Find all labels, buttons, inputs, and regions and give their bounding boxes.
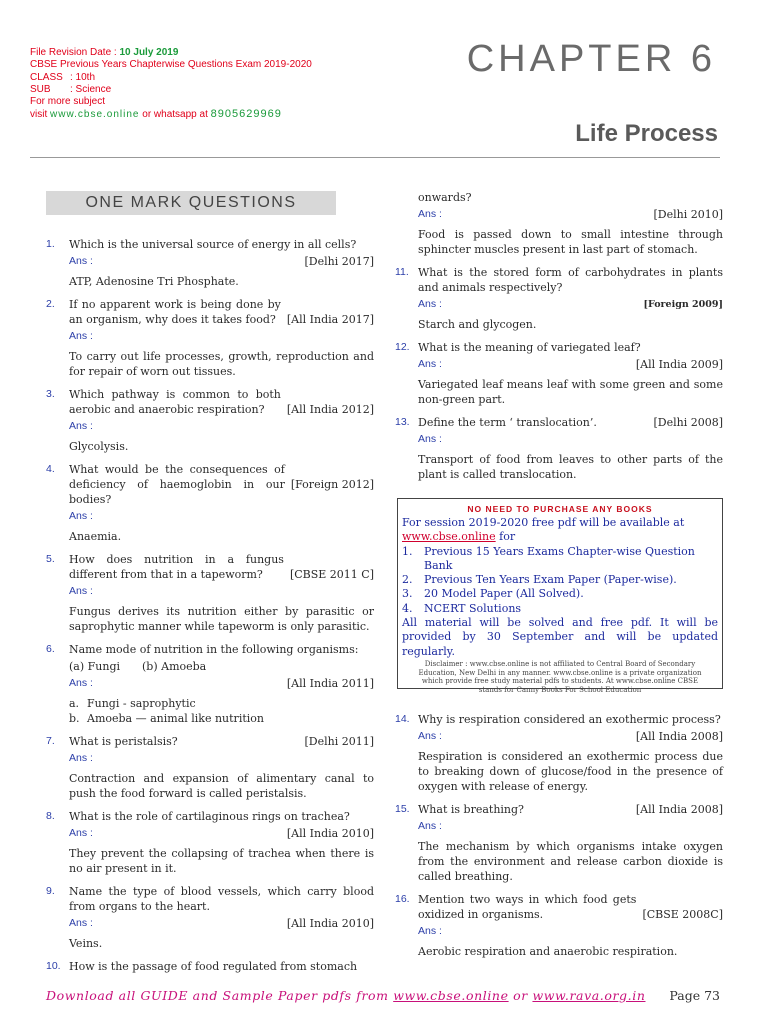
answer-text: They prevent the collapsing of trachea when there is no air present in it. — [69, 847, 374, 875]
promo-item-text: Previous Ten Years Exam Paper (Paper-wise). — [424, 573, 677, 587]
subject-value: : Science — [70, 83, 112, 95]
answer-label-row — [69, 826, 374, 841]
answer-item-marker: a. — [69, 697, 80, 710]
question-options — [69, 659, 374, 674]
question-body: If no apparent work is being done by an organism, why does it takes food? — [69, 298, 281, 326]
answer-item-marker: b. — [69, 712, 80, 725]
question-text — [418, 802, 723, 817]
question-text: How is the passage of food regulated from stomach — [69, 960, 358, 973]
footer-download-line — [46, 988, 645, 1003]
question-source: [All India 2009] — [635, 358, 723, 371]
question-9 — [46, 884, 374, 951]
answer-text: Variegated leaf means leaf with some green and some non-green part. — [418, 378, 723, 406]
option-b: (b) Amoeba — [142, 660, 207, 673]
question-number: 10. — [46, 960, 61, 972]
subject-label: SUB — [30, 83, 51, 95]
answer-label: Ans : — [69, 510, 93, 522]
question-text-continued: onwards? — [418, 191, 472, 204]
left-column — [46, 191, 374, 982]
answer-label: Ans : — [69, 420, 93, 432]
question-text: What is the meaning of variegated leaf? — [418, 341, 641, 354]
answer-label: Ans : — [69, 827, 93, 839]
promo-item-text: Previous 15 Years Exams Chapter-wise Question Bank — [424, 544, 695, 572]
answer-label: Ans : — [69, 585, 93, 597]
answer-label: Ans : — [418, 208, 442, 220]
question-body: How does nutrition in a fungus different from that in a tapeworm? — [69, 553, 284, 581]
question-number: 12. — [395, 341, 410, 353]
question-13 — [395, 415, 723, 482]
answer-label-row — [418, 729, 723, 744]
answer-label-row — [69, 916, 374, 931]
question-number: 16. — [395, 893, 410, 905]
topic-title: Life Process — [575, 120, 718, 147]
answer-text: Transport of food from leaves to other parts of the plant is called translocation. — [418, 453, 723, 481]
revision-line — [30, 47, 312, 59]
answer-label: Ans : — [69, 677, 93, 689]
answer-item-text: Amoeba — animal like nutrition — [87, 712, 264, 725]
question-number: 7. — [46, 735, 55, 747]
answer-label: Ans : — [418, 730, 442, 742]
answer-label: Ans : — [418, 820, 442, 832]
promo-item-number: 3. — [402, 587, 413, 601]
question-15 — [395, 802, 723, 884]
question-number: 4. — [46, 463, 55, 475]
question-number: 14. — [395, 713, 410, 725]
question-text: Name mode of nutrition in the following organisms: — [69, 643, 359, 656]
promo-disclaimer: Disclaimer : www.cbse.online is not affiliated to Central Board of Secondary Education, New Delhi in any manner. www.cbse.online is a private organization which provide free study material pdfs to students. At www.cbse.online CBSE stands for Canny Books For School Education — [418, 659, 702, 694]
promo-item-number: 2. — [402, 573, 413, 587]
question-text — [418, 415, 723, 430]
question-number: 9. — [46, 885, 55, 897]
answer-text: Food is passed down to small intestine through sphincter muscles present in last part of stomach. — [418, 228, 723, 256]
visit-line — [30, 108, 312, 121]
promo-item-number: 1. — [402, 544, 413, 558]
page-number: Page 73 — [669, 988, 720, 1003]
promo-item-3 — [402, 587, 718, 601]
visit-link[interactable]: www.cbse.online — [50, 109, 140, 121]
right-column-lower — [395, 712, 723, 967]
footer-text: Download all GUIDE and Sample Paper pdfs from — [46, 988, 394, 1003]
question-10-continued — [395, 190, 723, 257]
promo-item-number: 4. — [402, 601, 413, 615]
promo-box — [397, 498, 723, 694]
question-source: [All India 2012] — [286, 403, 374, 416]
answer-item-text: Fungi - saprophytic — [87, 697, 196, 710]
visit-prefix: visit — [30, 109, 50, 121]
question-source: [All India 2017] — [286, 313, 374, 326]
answer-label: Ans : — [69, 752, 93, 764]
chapter-title: CHAPTER 6 — [466, 38, 716, 80]
question-body: What is breathing? — [418, 803, 524, 816]
answer-label: Ans : — [418, 433, 442, 445]
question-body: What is peristalsis? — [69, 735, 178, 748]
answer-text: Respiration is considered an exothermic process due to breaking down of glucose/food in the presence of oxygen with release of energy. — [418, 750, 723, 793]
question-text — [69, 552, 374, 582]
question-12 — [395, 340, 723, 407]
question-text — [69, 387, 374, 417]
answer-text: Fungus derives its nutrition either by parasitic or saprophytic manner while tapeworm is only parasitic. — [69, 605, 374, 633]
answer-label-row — [69, 254, 374, 269]
question-number: 13. — [395, 416, 410, 428]
option-a: (a) Fungi — [69, 660, 120, 673]
question-2 — [46, 297, 374, 379]
promo-intro — [402, 516, 718, 545]
question-text — [418, 892, 723, 922]
question-text — [69, 297, 374, 327]
footer-link-rava[interactable]: www.rava.org.in — [532, 988, 646, 1003]
question-text: What is the role of cartilaginous rings on trachea? — [69, 810, 350, 823]
question-source: [Delhi 2011] — [304, 735, 374, 748]
question-body: Mention two ways in which food gets oxidized in organisms. — [418, 893, 637, 921]
promo-intro-text: For session 2019-2020 free pdf will be available at — [402, 516, 685, 529]
question-text: What is the stored form of carbohydrates in plants and animals respectively? — [418, 266, 723, 294]
question-body: Which pathway is common to both aerobic and anaerobic respiration? — [69, 388, 281, 416]
answer-label-row — [418, 357, 723, 372]
answer-text: Starch and glycogen. — [418, 318, 537, 331]
promo-link-suffix: for — [495, 530, 516, 544]
promo-item-text: NCERT Solutions — [424, 601, 522, 615]
answer-label: Ans : — [69, 330, 93, 342]
question-source: [CBSE 2011 C] — [289, 568, 374, 581]
question-number: 8. — [46, 810, 55, 822]
footer-link-cbse[interactable]: www.cbse.online — [393, 988, 509, 1003]
footer-or: or — [508, 988, 533, 1003]
question-number: 11. — [395, 266, 409, 278]
question-source: [All India 2008] — [635, 803, 723, 816]
question-source: [All India 2010] — [286, 827, 374, 840]
question-source: [Delhi 2017] — [304, 255, 374, 268]
question-4 — [46, 462, 374, 544]
answer-text: Veins. — [69, 937, 103, 950]
promo-item-2 — [402, 573, 718, 587]
question-10 — [46, 959, 374, 974]
answer-label: Ans : — [418, 358, 442, 370]
question-11 — [395, 265, 723, 332]
promo-link[interactable]: www.cbse.online — [402, 530, 496, 544]
section-heading: ONE MARK QUESTIONS — [46, 191, 336, 215]
question-3 — [46, 387, 374, 454]
question-number: 1. — [46, 238, 55, 250]
promo-heading: NO NEED TO PURCHASE ANY BOOKS — [467, 504, 653, 514]
class-line — [30, 72, 312, 84]
question-number: 5. — [46, 553, 55, 565]
answer-label: Ans : — [69, 917, 93, 929]
question-text: Which is the universal source of energy in all cells? — [69, 238, 357, 251]
question-6 — [46, 642, 374, 726]
answer-label: Ans : — [418, 298, 442, 310]
question-14 — [395, 712, 723, 794]
revision-date: 10 July 2019 — [119, 47, 179, 58]
answer-label-row — [418, 207, 723, 222]
question-body: Define the term ‘ translocation’. — [418, 416, 597, 429]
answer-label: Ans : — [69, 255, 93, 267]
right-column — [395, 190, 723, 490]
promo-item-text: 20 Model Paper (All Solved). — [424, 587, 584, 601]
answer-label-row — [418, 297, 723, 312]
question-source: [Foreign 2012] — [290, 478, 374, 491]
class-value: : 10th — [70, 71, 96, 83]
more-subject-line: For more subject — [30, 96, 106, 108]
question-text — [69, 734, 374, 749]
revision-label: File Revision Date : — [30, 47, 120, 58]
question-16 — [395, 892, 723, 959]
question-text: Why is respiration considered an exothermic process? — [418, 713, 721, 726]
answer-list — [69, 696, 374, 726]
class-label: CLASS — [30, 71, 63, 83]
answer-text: The mechanism by which organisms intake oxygen from the environment and release carbon dioxide is called breathing. — [418, 840, 723, 883]
question-8 — [46, 809, 374, 876]
question-source: [CBSE 2008C] — [642, 908, 723, 921]
question-5 — [46, 552, 374, 634]
file-meta — [30, 47, 312, 122]
promo-item-1 — [402, 545, 718, 574]
exam-line: CBSE Previous Years Chapterwise Questions Exam 2019-2020 — [30, 59, 312, 71]
answer-item-a — [69, 696, 374, 711]
question-text — [69, 462, 374, 507]
question-source: [All India 2010] — [286, 917, 374, 930]
question-number: 6. — [46, 643, 55, 655]
answer-text: Contraction and expansion of alimentary canal to push the food forward is called peristalsis. — [69, 772, 374, 800]
question-source: [Delhi 2008] — [653, 416, 723, 429]
answer-label-row — [69, 676, 374, 691]
answer-label: Ans : — [418, 925, 442, 937]
whatsapp-text: or whatsapp at — [139, 109, 211, 121]
question-number: 3. — [46, 388, 55, 400]
question-number: 15. — [395, 803, 410, 815]
promo-item-4 — [402, 602, 718, 616]
question-text: Name the type of blood vessels, which carry blood from organs to the heart. — [69, 885, 374, 913]
question-source: [All India 2008] — [635, 730, 723, 743]
question-number: 2. — [46, 298, 55, 310]
header-divider — [30, 157, 720, 158]
question-source: [Delhi 2010] — [653, 208, 723, 221]
phone-number: 8905629969 — [210, 108, 282, 121]
subject-line — [30, 84, 312, 96]
answer-text: ATP, Adenosine Tri Phosphate. — [69, 275, 239, 288]
answer-text: Anaemia. — [69, 530, 122, 543]
answer-text: Glycolysis. — [69, 440, 129, 453]
question-source: [All India 2011] — [286, 677, 374, 690]
question-source: [Foreign 2009] — [643, 299, 723, 310]
answer-text: To carry out life processes, growth, reproduction and for repair of worn out tissues. — [69, 350, 374, 378]
question-7 — [46, 734, 374, 801]
question-1 — [46, 237, 374, 289]
answer-text: Aerobic respiration and anaerobic respiration. — [418, 945, 678, 958]
answer-item-b — [69, 711, 374, 726]
promo-note: All material will be solved and free pdf. It will be provided by 30 September and will be updated regularly. — [402, 616, 718, 658]
question-body: What would be the consequences of deficiency of haemoglobin in our bodies? — [69, 463, 285, 506]
